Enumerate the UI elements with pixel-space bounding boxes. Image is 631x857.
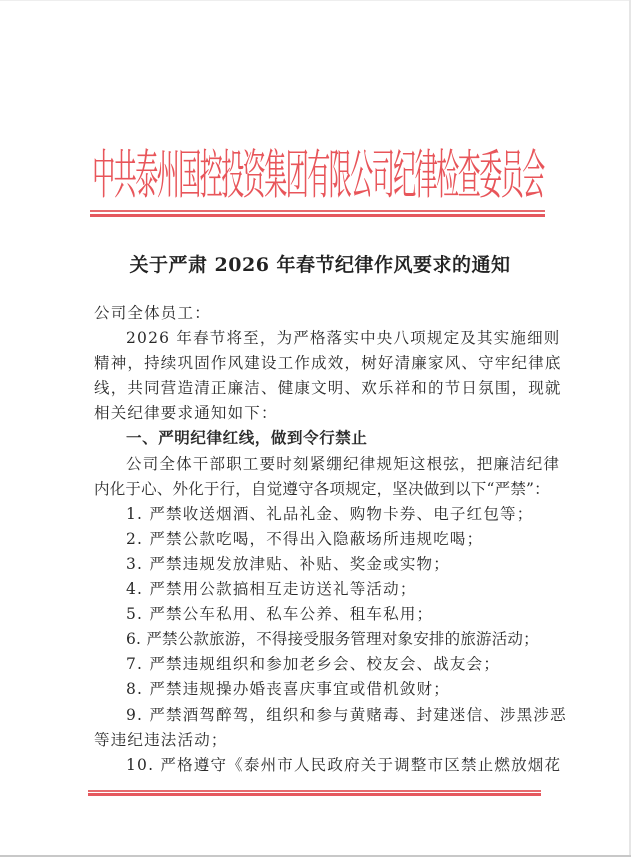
red-header-rule-thick (90, 214, 545, 217)
red-footer-rule-thick (88, 793, 541, 796)
list-item: 3. 严禁违规发放津贴、补贴、奖金或实物； (126, 554, 450, 573)
intro-line: 相关纪律要求通知如下： (94, 404, 278, 423)
list-item: 8. 严禁违规操办婚丧喜庆事宜或借机敛财； (126, 680, 450, 699)
red-header-organization: 中共泰州国控投资集团有限公司纪律检查委员会 (92, 147, 544, 207)
section-heading: 一、严明纪律红线，做到令行禁止 (126, 429, 368, 448)
list-item: 9. 严禁酒驾醉驾，组织和参与黄赌毒、封建迷信、涉黑涉恶 (126, 705, 567, 724)
document-body (94, 301, 567, 778)
section-lead-line: 公司全体干部职工要时刻紧绷纪律规矩这根弦，把廉洁纪律 (126, 454, 561, 473)
list-item: 4. 严禁用公款搞相互走访送礼等活动； (126, 580, 417, 599)
list-item: 2. 严禁公款吃喝，不得出入隐蔽场所违规吃喝； (126, 529, 484, 548)
intro-line: 线，共同营造清正廉洁、健康文明、欢乐祥和的节日氛围，现就 (94, 379, 562, 398)
list-item: 6. 严禁公款旅游，不得接受服务管理对象安排的旅游活动； (126, 630, 539, 649)
section-lead-line: 内化于心、外化于行，自觉遵守各项规定，坚决做到以下“严禁”： (94, 479, 550, 498)
red-footer-rule-thin (88, 790, 541, 792)
intro-line: 精神，持续巩固作风建设工作成效，树好清廉家风、守牢纪律底 (94, 354, 562, 373)
document-title: 关于严肃 2026 年春节纪律作风要求的通知 (129, 254, 511, 276)
list-item: 1. 严禁收送烟酒、礼品礼金、购物卡券、电子红包等； (126, 504, 534, 523)
page-edge-top (0, 0, 631, 1)
list-item: 7. 严禁违规组织和参加老乡会、校友会、战友会； (126, 655, 501, 674)
salutation: 公司全体员工： (94, 304, 211, 322)
list-item: 5. 严禁公车私用、私车公养、租车私用； (126, 605, 434, 624)
list-item-continuation: 等违纪违法活动； (94, 730, 228, 749)
red-header-rule-thin (90, 210, 545, 212)
list-item: 10. 严格遵守《泰州市人民政府关于调整市区禁止燃放烟花 (126, 755, 562, 774)
intro-line: 2026 年春节将至，为严格落实中央八项规定及其实施细则 (126, 329, 561, 348)
